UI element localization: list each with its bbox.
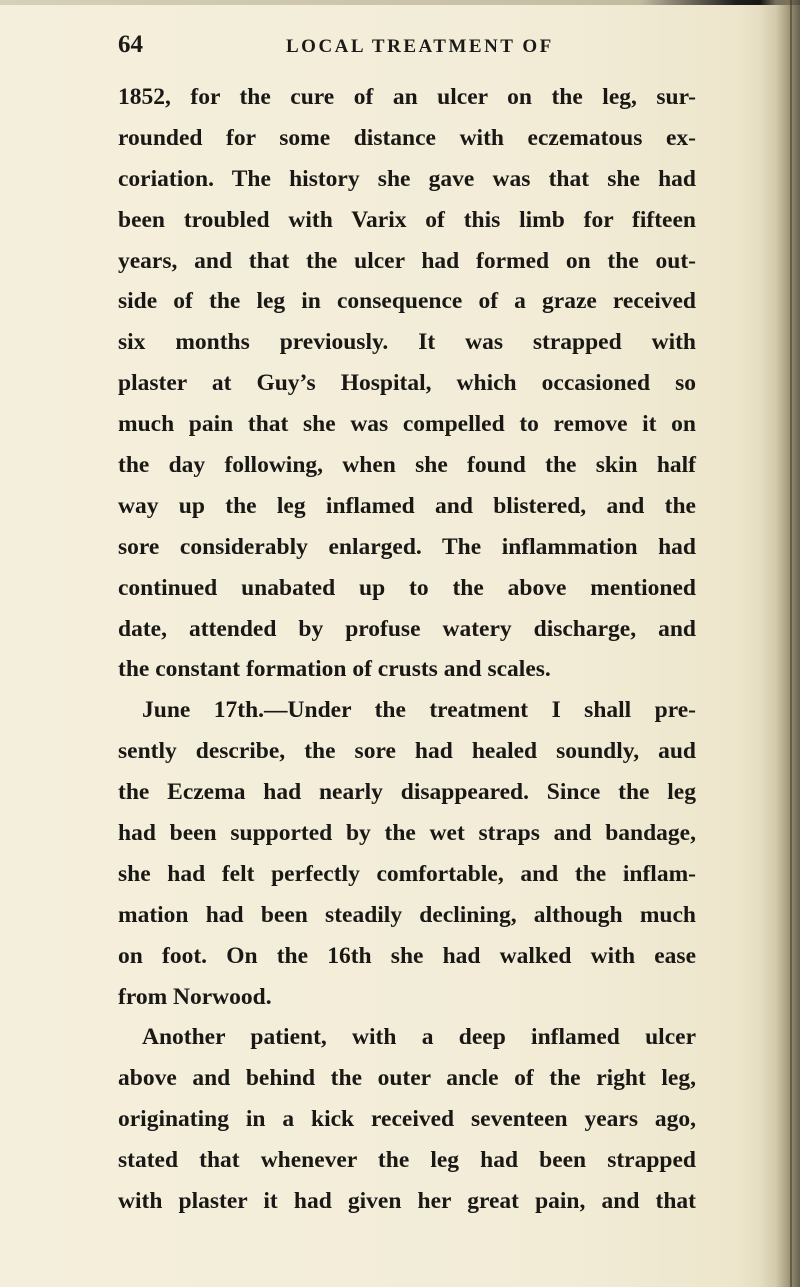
text-line: stated that whenever the leg had been strapped [118, 1147, 696, 1174]
text-line: much pain that she was compelled to remove it on [118, 411, 696, 438]
text-line: continued unabated up to the above mentioned [118, 574, 696, 601]
page-header [118, 30, 718, 64]
text-line: she had felt perfectly comfortable, and the inflam- [118, 860, 696, 887]
text-line: sore considerably enlarged. The inflammation had [118, 533, 696, 560]
text-line: date, attended by profuse watery discharge, and [118, 615, 696, 642]
text-line: above and behind the outer ancle of the right leg, [118, 1065, 696, 1092]
text-line: June 17th.—Under the treatment I shall pre- [142, 697, 696, 724]
text-line: six months previously. It was strapped with [118, 329, 696, 356]
text-line: side of the leg in consequence of a graze received [118, 288, 696, 315]
page-number: 64 [118, 31, 143, 58]
text-line: originating in a kick received seventeen years ago, [118, 1106, 696, 1133]
text-line: plaster at Guy’s Hospital, which occasioned so [118, 370, 696, 397]
text-line: had been supported by the wet straps and bandage, [118, 820, 696, 847]
text-line: way up the leg inflamed and blistered, and the [118, 492, 696, 519]
running-head: LOCAL TREATMENT OF [286, 36, 554, 57]
text-line: the day following, when she found the skin half [118, 452, 696, 479]
text-line: the Eczema had nearly disappeared. Since the leg [118, 779, 696, 806]
page-edge-line [790, 0, 792, 1287]
text-line: coriation. The history she gave was that she had [118, 165, 696, 192]
text-line: Another patient, with a deep inflamed ulcer [142, 1024, 696, 1051]
text-line: on foot. On the 16th she had walked with ease [118, 942, 696, 969]
text-line: mation had been steadily declining, although much [118, 901, 696, 928]
text-line: from Norwood. [118, 983, 272, 1010]
text-line: years, and that the ulcer had formed on the out- [118, 247, 696, 274]
text-line: sently describe, the sore had healed soundly, aud [118, 738, 696, 765]
body-text [118, 77, 696, 1222]
top-edge-shadow [0, 0, 800, 5]
page-edge-shadow [760, 0, 800, 1287]
text-line: rounded for some distance with eczematous ex- [118, 124, 696, 151]
text-line: been troubled with Varix of this limb for fifteen [118, 206, 696, 233]
text-line: the constant formation of crusts and scales. [118, 656, 551, 683]
text-line: with plaster it had given her great pain, and that [118, 1188, 696, 1215]
text-line: 1852, for the cure of an ulcer on the leg, sur- [118, 84, 696, 110]
